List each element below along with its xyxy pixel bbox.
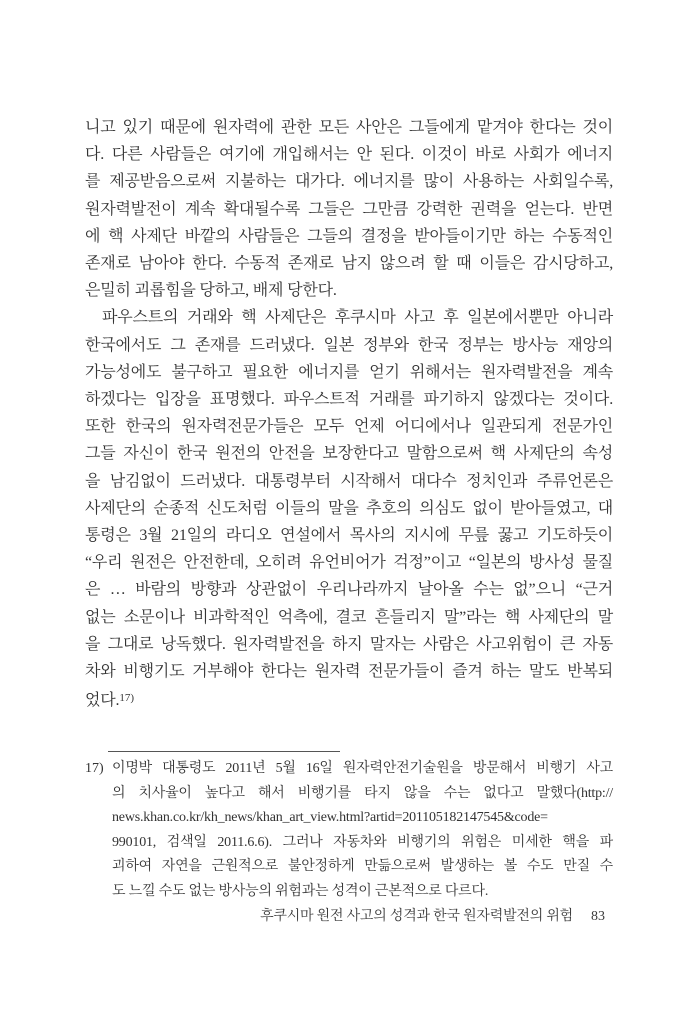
- body-line: [85, 685, 613, 714]
- footnote-line: 의 치사율이 높다고 해서 비행기를 타지 않을 수는 없다고 말했다(http://: [112, 785, 613, 801]
- body-line: 니고 있기 때문에 원자력에 관한 모든 사안은 그들에게 맡겨야 한다는 것이: [85, 119, 613, 136]
- body-line-text: 었다.: [85, 692, 120, 710]
- page-number: 83: [591, 909, 605, 924]
- body-text: [85, 114, 613, 714]
- body-line: 존재로 남아야 한다. 수동적 존재로 남지 않으려 할 때 이들은 감시당하고,: [85, 255, 613, 273]
- body-line: 또한 한국의 원자력전문가들은 모두 언제 어디에서나 일관되게 전문가인: [85, 418, 613, 436]
- body-line: 파우스트의 거래와 핵 사제단은 후쿠시마 사고 후 일본에서뿐만 아니라: [102, 309, 613, 327]
- running-footer: [85, 905, 605, 925]
- footnote-line: 괴하여 자연을 근원적으로 불안정하게 만듦으로써 발생하는 볼 수도 만질 수: [112, 859, 613, 874]
- footnote-block: [85, 757, 613, 904]
- footnote-number: 17): [85, 761, 104, 776]
- footnote-text: 이명박 대통령도 2011년 5월 16일 원자력안전기술원을 방문해서 비행기 사고: [112, 761, 613, 776]
- body-line: 원자력발전이 계속 확대될수록 그들은 그만큼 강력한 권력을 얻는다. 반면: [85, 200, 613, 218]
- footnote-line: 도 느낄 수도 없는 방사능의 위험과는 성격이 근본적으로 다르다.: [112, 883, 489, 899]
- footnote-line: news.khan.co.kr/kh_news/khan_art_view.html?artid=201105182147545&code=: [112, 810, 548, 825]
- body-line: 에 핵 사제단 바깥의 사람들은 그들의 결정을 받아들이기만 하는 수동적인: [85, 227, 613, 245]
- body-line: “우리 원전은 안전한데, 오히려 유언비어가 걱정”이고 “일본의 방사성 물질: [85, 554, 613, 572]
- body-line: 을 남김없이 드러냈다. 대통령부터 시작해서 대다수 정치인과 주류언론은: [85, 472, 613, 490]
- body-line: 하겠다는 입장을 표명했다. 파우스트적 거래를 파기하지 않겠다는 것이다.: [85, 391, 613, 409]
- footnote-separator-rule: [108, 751, 340, 752]
- footnote-line: [85, 757, 613, 782]
- body-line: 은밀히 괴롭힘을 당하고, 배제 당한다.: [85, 282, 337, 300]
- body-line: 를 제공받음으로써 지불하는 대가다. 에너지를 많이 사용하는 사회일수록,: [85, 173, 613, 191]
- body-line: 은 … 바람의 방향과 상관없이 우리나라까지 날아올 수는 없”으니 “근거: [85, 581, 613, 599]
- body-line: 차와 비행기도 거부해야 한다는 원자력 전문가들이 즐겨 하는 말도 반복되: [85, 663, 613, 681]
- body-line: 을 그대로 낭독했다. 원자력발전을 하지 말자는 사람은 사고위험이 큰 자동: [85, 635, 613, 653]
- footnote-line: 990101, 검색일 2011.6.6). 그러나 자동차와 비행기의 위험은 미세한 핵을 파: [112, 834, 613, 850]
- footnote-reference-17: 17): [119, 692, 134, 705]
- body-line: 다. 다른 사람들은 여기에 개입해서는 안 된다. 이것이 바로 사회가 에너지: [85, 146, 613, 164]
- body-line: 사제단의 순종적 신도처럼 이들의 말을 추호의 의심도 없이 받아들였고, 대: [85, 499, 613, 517]
- body-line: 한국에서도 그 존재를 드러냈다. 일본 정부와 한국 정부는 방사능 재앙의: [85, 336, 613, 354]
- body-line: 통령은 3월 21일의 라디오 연설에서 목사의 지시에 무릎 꿇고 기도하듯이: [85, 527, 613, 545]
- body-line: 그들 자신이 한국 원전의 안전을 보장한다고 말함으로써 핵 사제단의 속성: [85, 445, 613, 463]
- body-line: 가능성에도 불구하고 필요한 에너지를 얻기 위해서는 원자력발전을 계속: [85, 363, 613, 381]
- running-title: 후쿠시마 원전 사고의 성격과 한국 원자력발전의 위험: [260, 909, 573, 924]
- body-line: 없는 소문이나 비과학적인 억측에, 결코 흔들리지 말”라는 핵 사제단의 말: [85, 608, 613, 626]
